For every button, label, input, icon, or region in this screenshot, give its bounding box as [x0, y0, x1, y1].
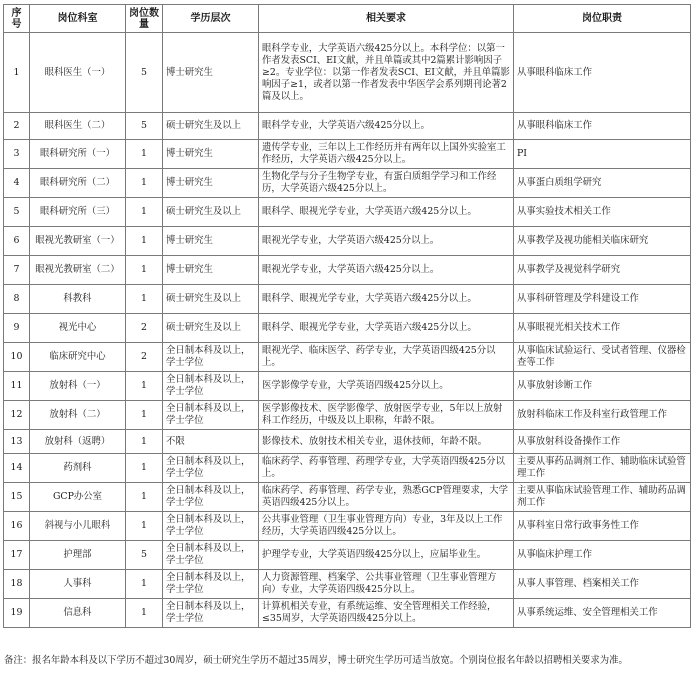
- table-row: [4, 512, 691, 541]
- row-education: 全日制本科及以上，学士学位: [163, 401, 259, 430]
- row-count: 1: [126, 169, 163, 198]
- row-count: 2: [126, 314, 163, 343]
- row-requirements: 临床药学、药事管理、药理学专业，大学英语四级425分以上。: [259, 454, 514, 483]
- row-requirements: 影像技术、放射技术相关专业，退休技师，年龄不限。: [259, 430, 514, 454]
- row-number: 4: [4, 169, 30, 198]
- row-requirements: 眼视光学专业，大学英语六级425分以上。: [259, 227, 514, 256]
- row-number: 7: [4, 256, 30, 285]
- table-row: [4, 198, 691, 227]
- row-duties: 从事眼科临床工作: [514, 33, 691, 113]
- row-department: 信息科: [30, 599, 126, 628]
- row-count: 1: [126, 256, 163, 285]
- row-requirements: 眼科学、眼视光学专业，大学英语六级425分以上。: [259, 198, 514, 227]
- row-department: 眼科医生（二）: [30, 113, 126, 140]
- row-duties: 主要从事药品调剂工作、辅助临床试验管理工作: [514, 454, 691, 483]
- table-row: [4, 314, 691, 343]
- row-number: 6: [4, 227, 30, 256]
- header-requirements: 相关要求: [259, 5, 514, 33]
- row-department: 眼科研究所（三）: [30, 198, 126, 227]
- header-row: [4, 5, 691, 33]
- row-education: 全日制本科及以上，学士学位: [163, 512, 259, 541]
- row-requirements: 人力资源管理、档案学、公共事业管理（卫生事业管理方向）专业，大学英语四级425分以上。: [259, 570, 514, 599]
- row-education: 硕士研究生及以上: [163, 314, 259, 343]
- row-department: 眼科医生（一）: [30, 33, 126, 113]
- row-number: 3: [4, 140, 30, 169]
- row-count: 2: [126, 343, 163, 372]
- header-no: [4, 5, 30, 33]
- row-number: 16: [4, 512, 30, 541]
- row-education: 硕士研究生及以上: [163, 113, 259, 140]
- row-department: 放射科（返聘）: [30, 430, 126, 454]
- row-count: 1: [126, 227, 163, 256]
- row-number: 17: [4, 541, 30, 570]
- table-body: [4, 33, 691, 628]
- table-row: [4, 343, 691, 372]
- row-department: 药剂科: [30, 454, 126, 483]
- row-number: 12: [4, 401, 30, 430]
- row-requirements: 眼视光学、临床医学、药学专业，大学英语四级425分以上。: [259, 343, 514, 372]
- row-duties: 从事科研管理及学科建设工作: [514, 285, 691, 314]
- row-department: 眼科研究所（二）: [30, 169, 126, 198]
- row-duties: 主要从事临床试验管理工作、辅助药品调剂工作: [514, 483, 691, 512]
- row-department: 科教科: [30, 285, 126, 314]
- table-row: [4, 140, 691, 169]
- row-number: 8: [4, 285, 30, 314]
- row-department: 眼视光教研室（二）: [30, 256, 126, 285]
- table-row: [4, 256, 691, 285]
- table-row: [4, 541, 691, 570]
- row-duties: 从事临床护理工作: [514, 541, 691, 570]
- row-count: 1: [126, 599, 163, 628]
- row-duties: 从事眼视光相关技术工作: [514, 314, 691, 343]
- row-education: 博士研究生: [163, 169, 259, 198]
- table-row: [4, 285, 691, 314]
- row-number: 1: [4, 33, 30, 113]
- row-education: 全日制本科及以上，学士学位: [163, 343, 259, 372]
- row-duties: PI: [514, 140, 691, 169]
- row-duties: 从事人事管理、档案相关工作: [514, 570, 691, 599]
- row-department: 视光中心: [30, 314, 126, 343]
- row-department: 斜视与小儿眼科: [30, 512, 126, 541]
- row-count: 1: [126, 285, 163, 314]
- row-duties: 从事教学及视功能相关临床研究: [514, 227, 691, 256]
- header-count-text: 岗位数量: [129, 7, 159, 30]
- row-count: 5: [126, 33, 163, 113]
- row-requirements: 护理学专业，大学英语四级425分以上，应届毕业生。: [259, 541, 514, 570]
- row-requirements: 生物化学与分子生物学专业，有蛋白质组学学习和工作经历，大学英语六级425分以上。: [259, 169, 514, 198]
- header-count: [126, 5, 163, 33]
- row-number: 11: [4, 372, 30, 401]
- row-department: 眼视光教研室（一）: [30, 227, 126, 256]
- recruitment-table: [3, 4, 691, 628]
- row-number: 10: [4, 343, 30, 372]
- table-row: [4, 430, 691, 454]
- row-count: 5: [126, 541, 163, 570]
- row-duties: 从事实验技术相关工作: [514, 198, 691, 227]
- row-education: 全日制本科及以上，学士学位: [163, 599, 259, 628]
- row-education: 全日制本科及以上，学士学位: [163, 570, 259, 599]
- row-department: 放射科（一）: [30, 372, 126, 401]
- row-requirements: 计算机相关专业，有系统运维、安全管理相关工作经验，≤35周岁，大学英语四级425分以上。: [259, 599, 514, 628]
- row-count: 5: [126, 113, 163, 140]
- row-count: 1: [126, 198, 163, 227]
- table-row: [4, 599, 691, 628]
- row-department: 护理部: [30, 541, 126, 570]
- row-education: 全日制本科及以上，学士学位: [163, 372, 259, 401]
- row-education: 博士研究生: [163, 33, 259, 113]
- row-duties: 放射科临床工作及科室行政管理工作: [514, 401, 691, 430]
- table-row: [4, 483, 691, 512]
- row-duties: 从事科室日常行政事务性工作: [514, 512, 691, 541]
- row-education: 全日制本科及以上，学士学位: [163, 454, 259, 483]
- row-count: 1: [126, 483, 163, 512]
- row-count: 1: [126, 430, 163, 454]
- row-duties: 从事系统运维、安全管理相关工作: [514, 599, 691, 628]
- row-education: 硕士研究生及以上: [163, 198, 259, 227]
- row-count: 1: [126, 401, 163, 430]
- row-count: 1: [126, 140, 163, 169]
- row-requirements: 眼视光学专业，大学英语六级425分以上。: [259, 256, 514, 285]
- row-education: 博士研究生: [163, 227, 259, 256]
- header-no-text: 序号: [11, 7, 22, 30]
- row-number: 2: [4, 113, 30, 140]
- row-count: 1: [126, 372, 163, 401]
- row-department: GCP办公室: [30, 483, 126, 512]
- row-department: 人事科: [30, 570, 126, 599]
- table-row: [4, 169, 691, 198]
- table-row: [4, 113, 691, 140]
- row-count: 1: [126, 570, 163, 599]
- row-number: 9: [4, 314, 30, 343]
- header-dept: 岗位科室: [30, 5, 126, 33]
- row-education: 博士研究生: [163, 256, 259, 285]
- row-education: 全日制本科及以上，学士学位: [163, 541, 259, 570]
- row-department: 眼科研究所（一）: [30, 140, 126, 169]
- row-requirements: 眼科学、眼视光学专业，大学英语六级425分以上。: [259, 314, 514, 343]
- row-number: 18: [4, 570, 30, 599]
- row-duties: 从事蛋白质组学研究: [514, 169, 691, 198]
- row-requirements: 公共事业管理（卫生事业管理方向）专业，3年及以上工作经历，大学英语四级425分以上。: [259, 512, 514, 541]
- row-number: 19: [4, 599, 30, 628]
- header-education: 学历层次: [163, 5, 259, 33]
- header-duties: 岗位职责: [514, 5, 691, 33]
- table-row: [4, 401, 691, 430]
- row-requirements: 眼科学专业，大学英语六级425分以上。本科学位：以第一作者发表SCI、EI文献，并且单篇或其中2篇累计影响因子≥2。专业学位：以第一作者发表SCI、EI文献，并且单篇影响因子≥1，或者以第一作者发表中华医学会系列期刊论著2篇及以上。: [259, 33, 514, 113]
- row-requirements: 眼科学、眼视光学专业，大学英语六级425分以上。: [259, 285, 514, 314]
- table-row: [4, 454, 691, 483]
- row-requirements: 遗传学专业，三年以上工作经历并有两年以上国外实验室工作经历，大学英语六级425分以上。: [259, 140, 514, 169]
- row-count: 1: [126, 512, 163, 541]
- row-number: 15: [4, 483, 30, 512]
- row-department: 临床研究中心: [30, 343, 126, 372]
- row-number: 14: [4, 454, 30, 483]
- table-row: [4, 33, 691, 113]
- table-row: [4, 227, 691, 256]
- table-row: [4, 570, 691, 599]
- row-duties: 从事放射诊断工作: [514, 372, 691, 401]
- row-education: 全日制本科及以上，学士学位: [163, 483, 259, 512]
- row-requirements: 眼科学专业，大学英语六级425分以上。: [259, 113, 514, 140]
- table-row: [4, 372, 691, 401]
- row-requirements: 医学影像学专业，大学英语四级425分以上。: [259, 372, 514, 401]
- row-department: 放射科（二）: [30, 401, 126, 430]
- row-count: 1: [126, 454, 163, 483]
- recruitment-table-wrapper: [3, 4, 690, 628]
- row-education: 硕士研究生及以上: [163, 285, 259, 314]
- row-requirements: 临床药学、药事管理、药学专业，熟悉GCP管理要求，大学英语四级425分以上。: [259, 483, 514, 512]
- row-requirements: 医学影像技术、医学影像学、放射医学专业，5年以上放射科工作经历，中级及以上职称，年龄不限。: [259, 401, 514, 430]
- row-education: 博士研究生: [163, 140, 259, 169]
- row-number: 5: [4, 198, 30, 227]
- row-duties: 从事教学及视觉科学研究: [514, 256, 691, 285]
- row-duties: 从事放射科设备操作工作: [514, 430, 691, 454]
- footnote: 备注：报名年龄本科及以下学历不超过30周岁，硕士研究生学历不超过35周岁，博士研究生学历可适当放宽。个别岗位报名年龄以招聘相关要求为准。: [4, 655, 628, 666]
- row-duties: 从事眼科临床工作: [514, 113, 691, 140]
- row-number: 13: [4, 430, 30, 454]
- row-duties: 从事临床试验运行、受试者管理、仪器检查等工作: [514, 343, 691, 372]
- row-education: 不限: [163, 430, 259, 454]
